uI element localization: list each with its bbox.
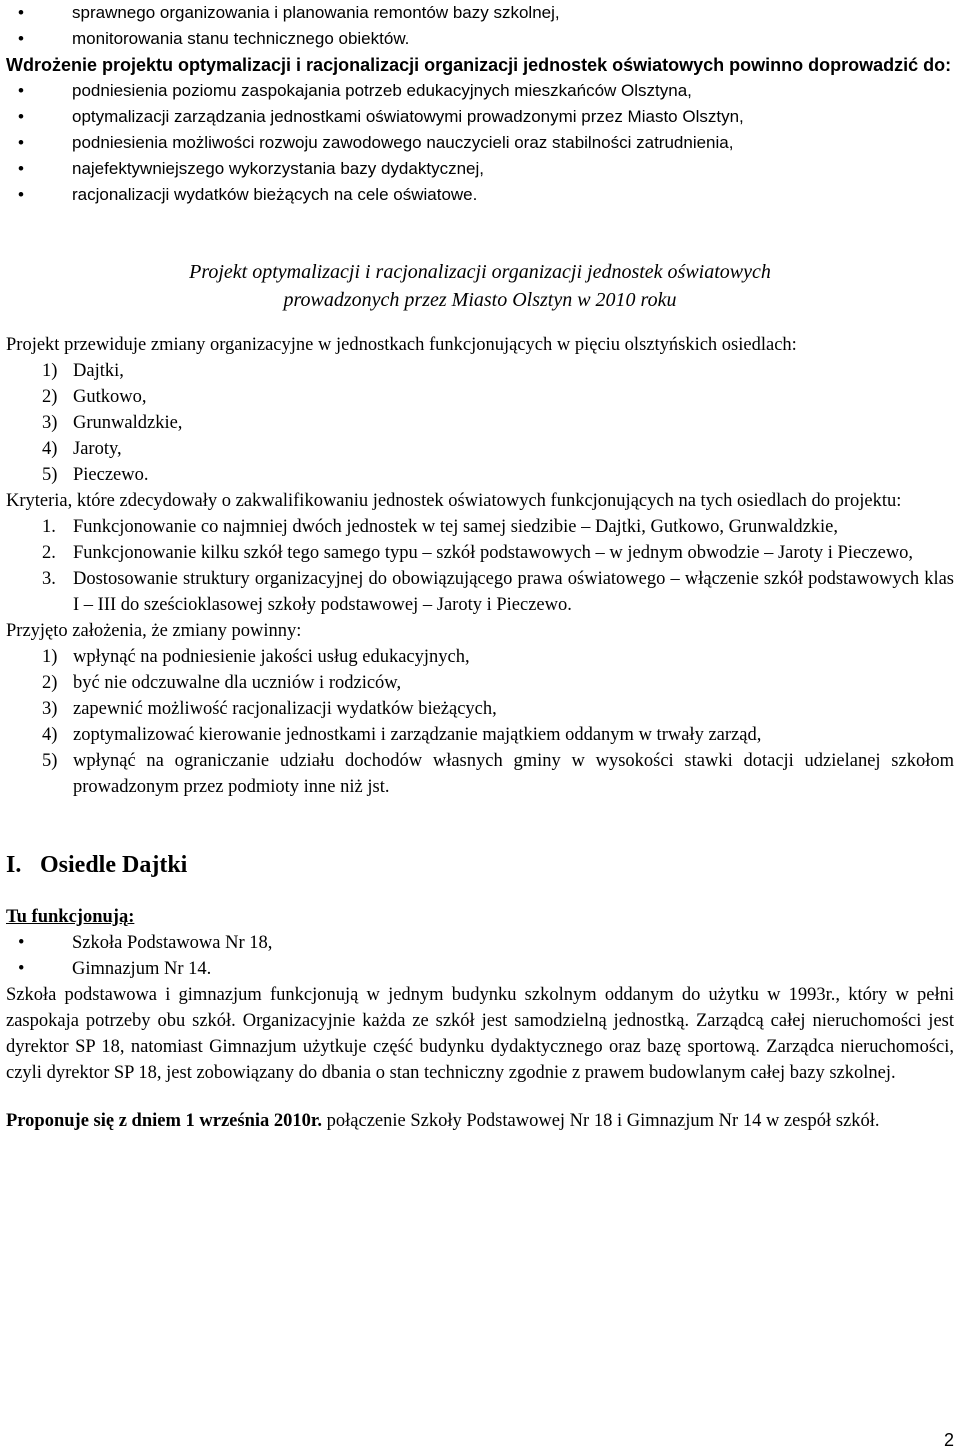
project-title-line: prowadzonych przez Miasto Olsztyn w 2010 roku	[283, 289, 677, 311]
project-title-line: Projekt optymalizacji i racjonalizacji organizacji jednostek oświatowych	[189, 261, 771, 283]
list-item	[6, 514, 954, 540]
units-list	[6, 930, 954, 982]
item-number: 4)	[42, 439, 58, 459]
item-number: 3)	[42, 413, 58, 433]
item-number: 1.	[42, 517, 56, 537]
item-text: wpłynąć na ograniczanie udziału dochodów własnych gminy w wysokości stawki dotacji udzielanej szkołom prowadzonym przez podmioty inne niż jst.	[73, 751, 954, 797]
item-text: Funkcjonowanie kilku szkół tego samego typu – szkół podstawowych – w jednym obwodzie – Jaroty i Pieczewo,	[73, 543, 914, 563]
list-item	[6, 722, 954, 748]
list-item: • racjonalizacji wydatków bieżących na cele oświatowe.	[6, 182, 954, 208]
list-item	[6, 358, 954, 384]
list-item: • monitorowania stanu technicznego obiektów.	[6, 26, 954, 52]
list-item: • najefektywniejszego wykorzystania bazy dydaktycznej,	[6, 156, 954, 182]
page-number: 2	[943, 1430, 954, 1450]
list-item: • podniesienia możliwości rozwoju zawodowego nauczycieli oraz stabilności zatrudnienia,	[6, 130, 954, 156]
list-item	[6, 436, 954, 462]
item-text: zapewnić możliwość racjonalizacji wydatków bieżących,	[73, 699, 497, 719]
item-number: 5)	[42, 465, 58, 485]
section-heading	[6, 850, 954, 880]
list-item	[6, 384, 954, 410]
list-item	[6, 566, 954, 618]
item-number: 5)	[42, 751, 58, 771]
item-text: wpłynąć na podniesienie jakości usług edukacyjnych,	[73, 647, 470, 667]
proposal-paragraph	[6, 1108, 954, 1134]
district-list	[6, 358, 954, 488]
section-body: Szkoła podstawowa i gimnazjum funkcjonują w jednym budynku szkolnym oddanym do użytku w 1993r., który w pełni zaspokaja potrzeby obu szkół. Organizacyjnie każda ze szkół jest samodzielną jednostką. Zarządcą całej nieruchomości jest dyrektor SP 18, natomiast Gimnazjum użytkuje część budynku dydaktycznego oraz bazę sportową. Zarządca nieruchomości, czyli dyrektor SP 18, jest zobowiązany do dbania o stan techniczny zgodnie z prawem budowlanym całej bazy szkolnej.	[6, 985, 954, 1083]
list-item	[6, 696, 954, 722]
item-text: być nie odczuwalne dla uczniów i rodziców,	[73, 673, 402, 693]
list-item	[6, 540, 954, 566]
item-text: Dostosowanie struktury organizacyjnej do obowiązującego prawa oświatowego – włączenie szkół podstawowych klas I – III do sześcioklasowej szkoły podstawowej – Jaroty i Pieczewo.	[73, 569, 954, 615]
goal-bullet-list	[6, 78, 954, 208]
list-item	[6, 410, 954, 436]
assumptions-intro: Przyjęto założenia, że zmiany powinny:	[6, 621, 302, 641]
subheading: Tu funkcjonują:	[6, 907, 135, 927]
list-item	[6, 748, 954, 800]
document-page	[6, 0, 954, 1134]
item-number: 2.	[42, 543, 56, 563]
item-text: Grunwaldzkie,	[73, 413, 183, 433]
list-item: • Gimnazjum Nr 14.	[6, 956, 954, 982]
list-item: • podniesienia poziomu zaspokajania potrzeb edukacyjnych mieszkańców Olsztyna,	[6, 78, 954, 104]
project-title	[6, 258, 954, 314]
top-bullet-list	[6, 0, 954, 52]
item-number: 2)	[42, 387, 58, 407]
section-number: I.	[6, 852, 22, 878]
assumptions-list	[6, 644, 954, 800]
project-intro: Projekt przewiduje zmiany organizacyjne w jednostkach funkcjonujących w pięciu olsztyńskich osiedlach:	[6, 335, 797, 355]
criteria-list	[6, 514, 954, 618]
list-item: • optymalizacji zarządzania jednostkami oświatowymi prowadzonymi przez Miasto Olsztyn,	[6, 104, 954, 130]
criteria-intro: Kryteria, które zdecydowały o zakwalifikowaniu jednostek oświatowych funkcjonujących na tych osiedlach do projektu:	[6, 491, 902, 511]
item-text: Gutkowo,	[73, 387, 147, 407]
item-number: 3)	[42, 699, 58, 719]
intro-heading: Wdrożenie projektu optymalizacji i racjonalizacji organizacji jednostek oświatowych powinno doprowadzić do:	[6, 55, 952, 75]
section-title: Osiedle Dajtki	[40, 852, 188, 878]
item-number: 3.	[42, 569, 56, 589]
item-text: Funkcjonowanie co najmniej dwóch jednostek w tej samej siedzibie – Dajtki, Gutkowo, Grunwaldzkie,	[73, 517, 839, 537]
proposal-text: połączenie Szkoły Podstawowej Nr 18 i Gimnazjum Nr 14 w zespół szkół.	[322, 1111, 880, 1131]
item-text: zoptymalizować kierowanie jednostkami i zarządzanie majątkiem oddanym w trwały zarząd,	[73, 725, 762, 745]
list-item	[6, 462, 954, 488]
list-item: • Szkoła Podstawowa Nr 18,	[6, 930, 954, 956]
item-text: Dajtki,	[73, 361, 124, 381]
list-item: • sprawnego organizowania i planowania remontów bazy szkolnej,	[6, 0, 954, 26]
item-number: 2)	[42, 673, 58, 693]
item-text: Pieczewo.	[73, 465, 149, 485]
proposal-bold: Proponuje się z dniem 1 września 2010r.	[6, 1111, 323, 1131]
list-item	[6, 670, 954, 696]
item-number: 4)	[42, 725, 58, 745]
list-item	[6, 644, 954, 670]
item-text: Jaroty,	[73, 439, 122, 459]
item-number: 1)	[42, 647, 58, 667]
item-number: 1)	[42, 361, 58, 381]
